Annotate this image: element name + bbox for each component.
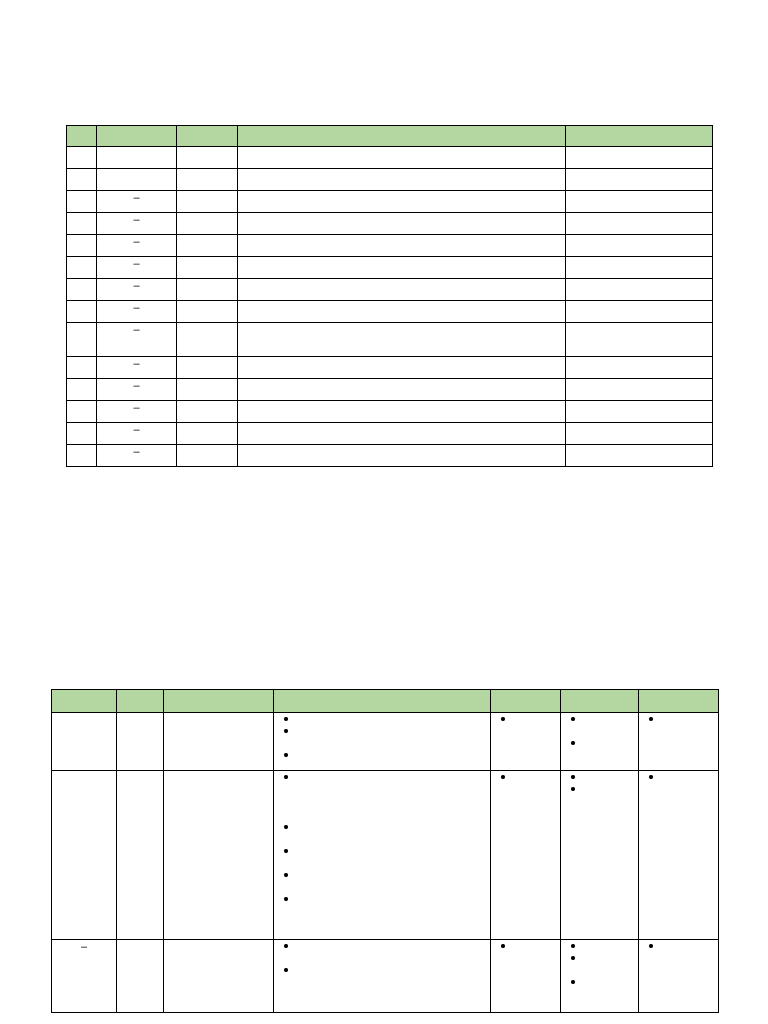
table-cell: [67, 379, 97, 401]
table-cell: [238, 379, 566, 401]
table-cell: [238, 169, 566, 191]
table-cell: [177, 423, 238, 445]
table-cell: [566, 301, 713, 323]
table-cell: [97, 169, 177, 191]
table-cell: [566, 147, 713, 169]
table-cell: [177, 147, 238, 169]
table-cell: [177, 191, 238, 213]
table-row: [52, 771, 719, 940]
bullet-item: [561, 771, 638, 783]
dash-text: –: [133, 302, 140, 314]
bullet-item: [274, 869, 490, 881]
table-cell: [177, 301, 238, 323]
table-upper: [66, 125, 713, 467]
table-cell: [238, 445, 566, 467]
table-cell: [177, 257, 238, 279]
table-cell: [117, 713, 164, 771]
table-cell: [52, 771, 117, 940]
table-row: [67, 423, 713, 445]
table-cell: [566, 191, 713, 213]
table-cell: [67, 323, 97, 357]
table-cell: [238, 279, 566, 301]
table-upper-header-row: [67, 126, 713, 147]
table-cell: [238, 323, 566, 357]
table-cell: [177, 445, 238, 467]
table-cell: [491, 713, 561, 771]
table-upper-header-cell: [566, 126, 713, 147]
table-cell: [274, 771, 491, 940]
dash-text: –: [133, 402, 140, 414]
table-row: [67, 301, 713, 323]
table-lower-header-cell: [274, 690, 491, 713]
table-cell: [67, 301, 97, 323]
bullet-item: [561, 940, 638, 952]
table-row: [67, 147, 713, 169]
table-cell: [566, 213, 713, 235]
bullet-item: [274, 713, 490, 725]
bullet-list: [274, 713, 490, 761]
dash-text: –: [133, 380, 140, 392]
dash-text: –: [133, 236, 140, 248]
table-cell: [97, 423, 177, 445]
table-cell: [97, 401, 177, 423]
table-cell: [117, 771, 164, 940]
table-cell: [566, 401, 713, 423]
bullet-item: [274, 845, 490, 857]
table-cell: [97, 235, 177, 257]
table-cell: [639, 771, 719, 940]
table-cell: [67, 401, 97, 423]
bullet-item: [561, 952, 638, 964]
bullet-item: [561, 976, 638, 988]
dash-text: –: [133, 192, 140, 204]
table-cell: [238, 147, 566, 169]
table-cell: [52, 713, 117, 771]
table-row: [52, 713, 719, 771]
table-cell: [238, 213, 566, 235]
table-cell: [97, 213, 177, 235]
table-cell: [274, 713, 491, 771]
table-lower-header-cell: [491, 690, 561, 713]
table-lower-header-cell: [561, 690, 639, 713]
table-row: [67, 279, 713, 301]
dash-text: –: [80, 941, 88, 953]
table-lower-header-cell: [164, 690, 274, 713]
table-cell: [238, 401, 566, 423]
bullet-item: [639, 940, 718, 952]
table-cell: [238, 301, 566, 323]
table-cell: [67, 191, 97, 213]
bullet-item: [274, 940, 490, 952]
table-cell: [97, 323, 177, 357]
table-cell: [566, 423, 713, 445]
table-cell: [177, 279, 238, 301]
table-row: [67, 445, 713, 467]
table-cell: [274, 940, 491, 1013]
table-cell: [164, 713, 274, 771]
table-cell: [566, 169, 713, 191]
table-upper-header-cell: [67, 126, 97, 147]
dash-text: –: [133, 214, 140, 226]
table-lower-header-cell: [639, 690, 719, 713]
bullet-item: [274, 725, 490, 737]
table-cell: [67, 235, 97, 257]
table-cell: [566, 235, 713, 257]
table-cell: [177, 169, 238, 191]
table-cell: [97, 191, 177, 213]
table-upper-header-cell: [177, 126, 238, 147]
dash-text: –: [133, 424, 140, 436]
table-cell: [561, 771, 639, 940]
table-cell: [97, 445, 177, 467]
bullet-item: [491, 940, 560, 952]
table-cell: [566, 323, 713, 357]
table-cell: [238, 235, 566, 257]
table-cell: [52, 940, 117, 1013]
bullet-item: [639, 771, 718, 783]
table-cell: [97, 357, 177, 379]
bullet-list: [639, 713, 718, 725]
table-row: [52, 940, 719, 1013]
bullet-item: [274, 893, 490, 905]
table-cell: [177, 379, 238, 401]
table-cell: [177, 357, 238, 379]
dash-text: –: [133, 280, 140, 292]
table-cell: [67, 169, 97, 191]
bullet-list: [274, 771, 490, 905]
table-row: [67, 213, 713, 235]
table-cell: [97, 379, 177, 401]
bullet-list: [561, 713, 638, 749]
bullet-item: [274, 964, 490, 976]
dash-text: –: [133, 446, 140, 458]
table-upper-header-cell: [238, 126, 566, 147]
table-row: [67, 401, 713, 423]
bullet-list: [561, 771, 638, 795]
table-cell: [177, 235, 238, 257]
table-lower-header-cell: [117, 690, 164, 713]
table-cell: [67, 147, 97, 169]
bullet-list: [639, 771, 718, 783]
table-cell: [491, 771, 561, 940]
table-cell: [639, 713, 719, 771]
table-cell: [97, 301, 177, 323]
table-lower: [51, 689, 719, 1013]
bullet-list: [491, 940, 560, 952]
table-row: [67, 169, 713, 191]
table-row: [67, 191, 713, 213]
table-cell: [566, 445, 713, 467]
table-cell: [67, 445, 97, 467]
table-row: [67, 257, 713, 279]
table-cell: [67, 213, 97, 235]
table-cell: [164, 940, 274, 1013]
table-cell: [561, 940, 639, 1013]
table-cell: [67, 357, 97, 379]
table-cell: [177, 323, 238, 357]
bullet-list: [639, 940, 718, 952]
table-cell: [97, 147, 177, 169]
table-cell: [67, 423, 97, 445]
table-cell: [566, 257, 713, 279]
table-upper-header-cell: [97, 126, 177, 147]
table-row: [67, 357, 713, 379]
table-row: [67, 379, 713, 401]
table-cell: [238, 357, 566, 379]
dash-text: –: [133, 258, 140, 270]
bullet-list: [274, 940, 490, 976]
table-cell: [561, 713, 639, 771]
table-cell: [177, 213, 238, 235]
table-cell: [238, 257, 566, 279]
table-cell: [67, 257, 97, 279]
table-cell: [117, 940, 164, 1013]
table-cell: [491, 940, 561, 1013]
table-cell: [238, 423, 566, 445]
table-cell: [566, 379, 713, 401]
table-cell: [97, 257, 177, 279]
table-cell: [639, 940, 719, 1013]
table-cell: [566, 279, 713, 301]
bullet-item: [561, 783, 638, 795]
bullet-list: [491, 713, 560, 725]
table-cell: [566, 357, 713, 379]
table-row: [67, 235, 713, 257]
dash-text: –: [133, 324, 140, 336]
table-cell: [238, 191, 566, 213]
bullet-item: [561, 737, 638, 749]
dash-text: –: [133, 358, 140, 370]
bullet-item: [274, 749, 490, 761]
table-cell: [164, 771, 274, 940]
table-cell: [67, 279, 97, 301]
bullet-list: [561, 940, 638, 988]
bullet-list: [491, 771, 560, 783]
table-cell: [97, 279, 177, 301]
table-row: [67, 323, 713, 357]
table-lower-header-row: [52, 690, 719, 713]
table-cell: [177, 401, 238, 423]
table-lower-header-cell: [52, 690, 117, 713]
bullet-item: [491, 713, 560, 725]
bullet-item: [274, 821, 490, 833]
bullet-item: [491, 771, 560, 783]
bullet-item: [639, 713, 718, 725]
bullet-item: [274, 771, 490, 783]
bullet-item: [561, 713, 638, 725]
